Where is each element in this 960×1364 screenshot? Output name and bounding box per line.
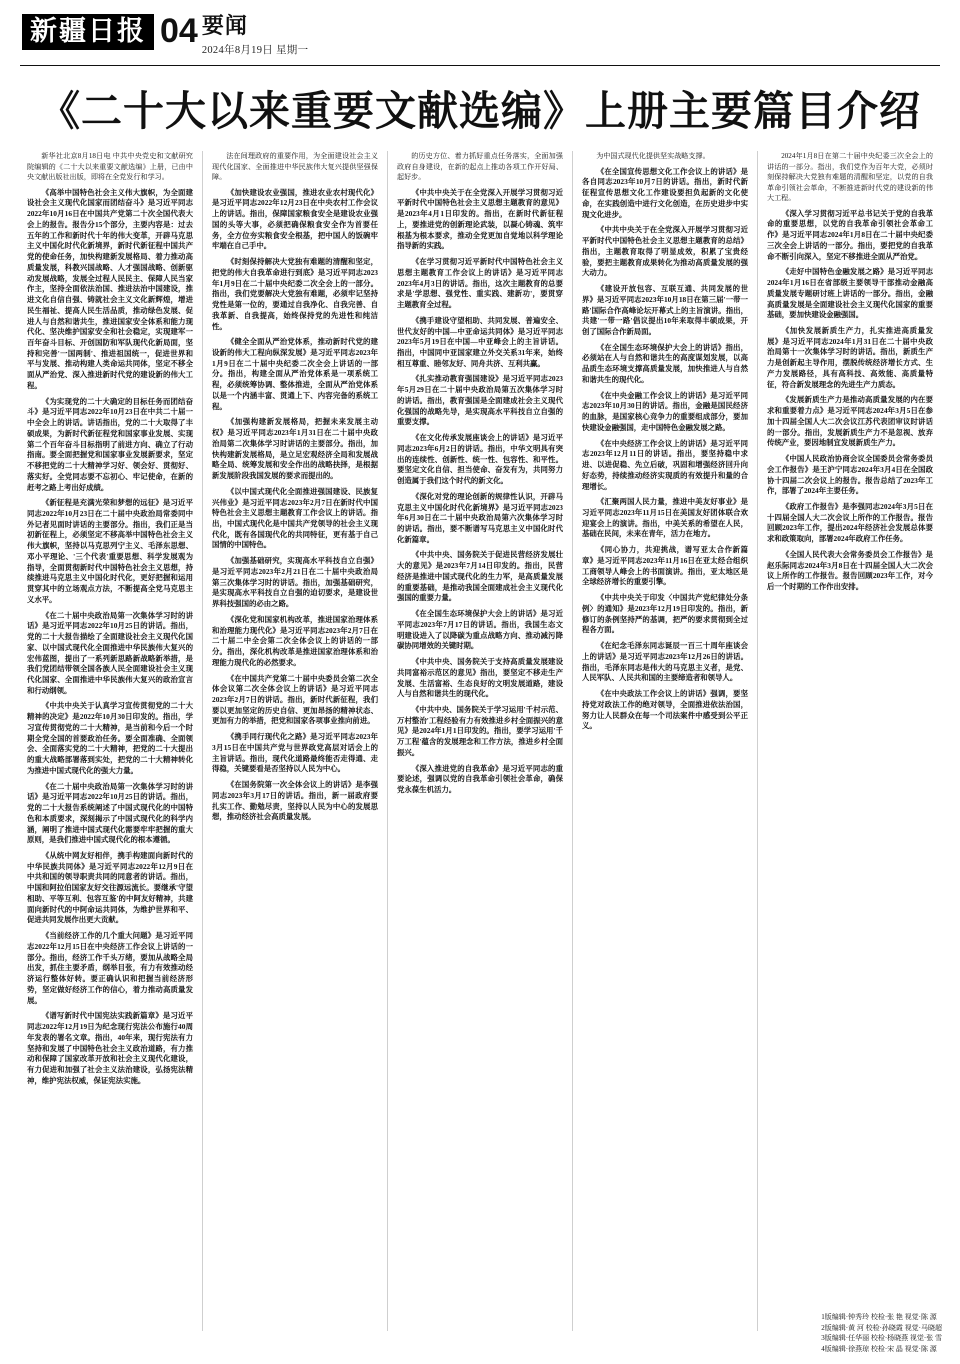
article-entry: 《谱写新时代中国宪法实践新篇章》是习近平同志2022年12月19日为纪念现行宪法公布施行40周年发表的署名文章。指出，40年来，现行宪法有力坚持和发展了中国特色社会主义政治道路，有力推动和保障了国家改革开放和社会主义现代化建设，有力促进和加强了社会主义法治建设，弘扬宪法精神，维护宪法权威，保证宪法实施。	[27, 1011, 193, 1085]
article-entry: 《深化党和国家机构改革，推进国家治理体系和治理能力现代化》是习近平同志2023年2月7日在二十届二中全会第二次全体会议上的讲话的一部分。指出，深化机构改革是推进国家治理体系和治理能力现代化的必然要求。	[212, 614, 378, 667]
page-number: 04	[160, 12, 198, 50]
masthead-info	[202, 14, 309, 57]
article-entry: 《中共中央关于印发〈中国共产党纪律处分条例〉的通知》是2023年12月19日印发的。指出，新修订的条例坚持严的基调，把严的要求贯彻到全过程各方面。	[582, 593, 748, 635]
footer-credit-line: 3版编辑·任华丽 校检·杨晓燕 视觉·张 雪	[821, 1334, 942, 1342]
article-entry: 《在中央金融工作会议上的讲话》是习近平同志2023年10月30日的讲话。指出，金融是国民经济的血脉，是国家核心竞争力的重要组成部分，要加快建设金融强国，走中国特色金融发展之路。	[582, 390, 748, 432]
article-entry: 《在全国生态环境保护大会上的讲话》指出，必须站在人与自然和谐共生的高度谋划发展，以高品质生态环境支撑高质量发展，加快推进人与自然和谐共生的现代化。	[582, 342, 748, 384]
masthead	[0, 0, 960, 61]
article-column	[203, 151, 388, 1331]
article-entry: 《走好中国特色金融发展之路》是习近平同志2024年1月16日在省部级主要领导干部推动金融高质量发展专题研讨班上讲话的一部分。指出，金融高质量发展是全面建设社会主义现代化国家的重要基础，要加快建设金融强国。	[767, 267, 933, 320]
article-entry: 《新征程是充满光荣和梦想的远征》是习近平同志2022年10月23日在二十届中央政治局常委同中外记者见面时讲话的主要部分。指出，我们正是当初新征程上，必须坚定不移高举中国特色社会主义伟大旗帜，坚持以马克思列宁主义、毛泽东思想、邓小平理论、'三个代表'重要思想、科学发展观为指导，全面贯彻新时代中国特色社会主义思想，持续推进马克思主义中国化时代化，更好把握和运用贯穿其中的立场观点方法，不断提高全党马克思主义水平。	[27, 498, 193, 604]
article-entry: 《汇聚两国人民力量，推进中美友好事业》是习近平同志2023年11月15日在美国友好团体联合欢迎宴会上的演讲。指出，中美关系的希望在人民，基础在民间，未来在青年，活力在地方。	[582, 497, 748, 539]
article-column	[18, 151, 203, 1331]
article-entry: 《在文化传承发展座谈会上的讲话》是习近平同志2023年6月2日的讲话。指出，中华文明具有突出的连续性、创新性、统一性、包容性、和平性。要坚定文化自信、担当使命、奋发有为，共同努力创造属于我们这个时代的新文化。	[397, 433, 563, 486]
footer-credit-line: 1版编辑·钟秀玲 校检·张 艳 视觉·陈 源	[821, 1313, 937, 1321]
article-entry: 《政府工作报告》是李强同志2024年3月5日在十四届全国人大二次会议上所作的工作报告。报告回顾2023年工作，提出2024年经济社会发展总体要求和政策取向，部署2024年政府工作任务。	[767, 502, 933, 544]
article-entry: 《扎实推动教育强国建设》是习近平同志2023年5月29日在二十届中央政治局第五次集体学习时的讲话。指出，教育强国是全面建成社会主义现代化强国的战略先导，是实现高水平科技自立自强的重要支撑。	[397, 374, 563, 427]
article-entry: 《中共中央、国务院关于促进民营经济发展壮大的意见》是2023年7月14日印发的。指出，民营经济是推进中国式现代化的生力军，是高质量发展的重要基础，是推动我国全面建成社会主义现代化强国的重要力量。	[397, 550, 563, 603]
article-entry: 《中国人民政治协商会议全国委员会常务委员会工作报告》是王沪宁同志2024年3月4日在全国政协十四届二次会议上的报告。报告总结了2023年工作，部署了2024年主要任务。	[767, 454, 933, 496]
article-entry: 《在纪念毛泽东同志诞辰一百三十周年座谈会上的讲话》是习近平同志2023年12月26日的讲话。指出，毛泽东同志是伟大的马克思主义者，是党、人民军队、人民共和国的主要缔造者和领导人。	[582, 641, 748, 683]
article-entry: 《携手同行现代化之路》是习近平同志2023年3月15日在中国共产党与世界政党高层对话会上的主旨讲话。指出，现代化道路最终能否走得通、走得稳，关键要看是否坚持以人民为中心。	[212, 732, 378, 774]
article-entry: 《当前经济工作的几个重大问题》是习近平同志2022年12月15日在中央经济工作会议上讲话的一部分。指出，经济工作千头万绪，要加从战略全局出发，抓住主要矛盾，纲举目张，有力有效推动经济运行整体好转。要正确认识和把握当前经济形势，坚定做好经济工作的信心，着力推动高质量发展。	[27, 931, 193, 1005]
footer-credit-line: 2版编辑·黄 河 校检·孙晓霞 视觉·马晓超	[821, 1323, 942, 1332]
article-entry: 《在中央政法工作会议上的讲话》强调，要坚持党对政法工作的绝对领导，全面推进依法治国，努力让人民群众在每一个司法案件中感受到公平正义。	[582, 689, 748, 731]
article-entry: 《在学习贯彻习近平新时代中国特色社会主义思想主题教育工作会议上的讲话》是习近平同志2023年4月3日的讲话。指出，这次主题教育的总要求是'学思想、强党性、重实践、建新功'，要贯穿主题教育全过程。	[397, 257, 563, 310]
article-entry: 《建设开放包容、互联互通、共同发展的世界》是习近平同志2023年10月18日在第三届'一带一路'国际合作高峰论坛开幕式上的主旨演讲。指出，共建'一带一路'倡议提出10年来取得丰硕成果，开创了国际合作新局面。	[582, 284, 748, 336]
section-title: 要闻	[201, 13, 248, 38]
article-entry: 《时刻保持解决大党独有难题的清醒和坚定，把党的伟大自我革命进行到底》是习近平同志2023年1月9日在二十届中央纪委二次全会上的一部分。指出，我们党要解决大党独有难题，必须牢记坚持党性是第一位的，要通过自我净化、自我完善、自我革新、自我提高，始终保持党的先进性和纯洁性。	[212, 257, 378, 331]
article-lead: 新华社北京8月18日电 中共中央党史和文献研究院编辑的《二十大以来重要文献选编》上册，已由中央文献出版社出版，即将在全党发行和学习。	[27, 152, 193, 182]
article-entry: 《深入推进党的自我革命》是习近平同志的重要论述，强调以党的自我革命引领社会革命，确保党永葆生机活力。	[397, 763, 563, 795]
page-headline: 《二十大以来重要文献选编》上册主要篇目介绍	[39, 88, 921, 135]
article-entry: 《以中国式现代化全面推进强国建设、民族复兴伟业》是习近平同志2023年2月7日在新时代中国特色社会主义思想主题教育工作会议上的讲话。指出，中国式现代化是中国共产党领导的社会主义现代化，既有各国现代化的共同特征，更有基于自己国情的中国特色。	[212, 486, 378, 550]
article-entry: 《为实现党的二十大确定的目标任务而团结奋斗》是习近平同志2022年10月23日在中共二十届一中全会上的讲话。讲话指出，党的二十大取得了丰硕成果，为新时代新征程党和国家事业发展、实现第二个百年奋斗目标指明了前进方向、确立了行动指南。要全面把握党和国家事业发展新要求，坚定不移把党的二十大精神学习好、领会好、贯彻好、落实好。全党同志要不忘初心、牢记使命，在新的赶考之路上考出好成绩。	[27, 396, 193, 492]
article-entry: 《加强基础研究，实现高水平科技自立自强》是习近平同志2023年2月21日在二十届中央政治局第三次集体学习时的讲话。指出，加强基础研究，是实现高水平科技自立自强的迫切要求，是建设世界科技强国的必由之路。	[212, 556, 378, 609]
article-column	[388, 151, 573, 1331]
page-footer-credits	[821, 1312, 942, 1354]
article-paragraph: 的历史方位、着力抓好重点任务落实，全面加强政府自身建设，在新的起点上推动各项工作开好局、起好步。	[397, 152, 563, 182]
article-entry: 《中共中央关于在全党深入开展学习贯彻习近平新时代中国特色社会主义思想主题教育的意见》是2023年4月1日印发的。指出，在新时代新征程上，要推进党的创新理论武装，以凝心铸魂、筑牢根基为根本要求，推动全党更加自觉地以科学理论指导新的实践。	[397, 187, 563, 251]
newspaper-nameplate: 新疆日报	[22, 14, 154, 50]
article-entry: 《同心协力，共迎挑战，谱写亚太合作新篇章》是习近平同志2023年11月16日在亚太经合组织工商领导人峰会上的书面演讲。指出，亚太地区是全球经济增长的重要引擎。	[582, 545, 748, 587]
article-entry: 《在二十届中央政治局第一次集体学习时的讲话》是习近平同志2022年10月25日的讲话。指出，党的二十大报告描绘了全面建设社会主义现代化国家、以中国式现代化全面推进中华民族伟大复兴的宏伟蓝图，提出了一系列新思路新战略新举措，是我们党团结带领全国各族人民全面建设社会主义现代化国家、全面推进中华民族伟大复兴的政治宣言和行动纲领。	[27, 610, 193, 695]
article-entry: 《深入学习贯彻习近平总书记关于党的自我革命的重要思想，以党的自我革命引领社会革命工作》是习近平同志2024年1月8日在二十届中央纪委三次全会上讲话的一部分。指出，要把党的自我革命不断引向深入，坚定不移推进全面从严治党。	[767, 208, 933, 261]
masthead-divider	[20, 65, 940, 66]
article-entry: 《中共中央、国务院关于支持高质量发展建设共同富裕示范区的意见》指出，要坚定不移走生产发展、生活富裕、生态良好的文明发展道路，建设人与自然和谐共生的现代化。	[397, 657, 563, 699]
article-entry: 《在全国宣传思想文化工作会议上的讲话》是各自同志2023年10月7日的讲话。指出，新时代新征程宣传思想文化工作建设要担负起新的文化使命，在实践创造中进行文化创造，在历史进步中实现文化进步。	[582, 166, 748, 219]
article-entry: 《中共中央关于认真学习宣传贯彻党的二十大精神的决定》是2022年10月30日印发的。指出，学习宣传贯彻党的二十大精神，是当前和今后一个时期全党全国的首要政治任务。要全面准确、全面领会、全面落实党的二十大精神，把党的二十大提出的重大战略部署落到实处，把党的二十大精神转化为推进中国式现代化的强大力量。	[27, 701, 193, 775]
article-entry: 《发展新质生产力是推动高质量发展的内在要求和重要着力点》是习近平同志2024年3月5日在参加十四届全国人大二次会议江苏代表团审议时讲话的一部分。指出，发展新质生产力不是忽视、放弃传统产业，要因地制宜发展新质生产力。	[767, 395, 933, 448]
article-entry: 《在中国共产党第二十届中央委员会第二次全体会议第二次全体会议上的讲话》是习近平同志2023年2月7日的讲话。指出，新时代新征程，我们要以更加坚定的历史自信、更加昂扬的精神状态、更加有力的举措，把党和国家各项事业推向前进。	[212, 673, 378, 726]
article-entry: 《加强构建新发展格局，把握未来发展主动权》是习近平同志2023年1月31日在二十届中央政治局第二次集体学习时讲话的主要部分。指出，加快构建新发展格局，是立足宏观经济全局和发展战略全局、统筹发展和安全作出的战略抉择，是根据新发展阶段我国发展的要求而提出的。	[212, 417, 378, 481]
article-entry: 《全国人民代表大会常务委员会工作报告》是赵乐际同志2024年3月8日在十四届全国人大二次会议上所作的工作报告。报告回顾2023年工作，对今后一个时期的工作作出安排。	[767, 549, 933, 592]
article-entry: 《中共中央关于在全党深入开展学习贯彻习近平新时代中国特色社会主义思想主题教育的总结》指出，主题教育取得了明显成效，积累了宝贵经验，要把主题教育成果转化为推动高质量发展的强大动力。	[582, 225, 748, 278]
article-entry: 《加快建设农业强国，推进农业农村现代化》是习近平同志2022年12月23日在中央农村工作会议上的讲话。指出，保障国家粮食安全是建设农业强国的头等大事，必须把确保粮食安全作为首要任务，全方位夯实粮食安全根基，把中国人的饭碗牢牢端在自己手中。	[212, 187, 378, 251]
article-paragraph: 2024年1月8日在第二十届中央纪委三次全会上的讲话的一部分。指出，我们党作为百年大党，必须时刻保持解决大党独有难题的清醒和坚定，以党的自我革命引领社会革命，不断推进新时代党的建设新的伟大工程。	[767, 152, 933, 203]
article-columns	[0, 151, 960, 1331]
article-column	[573, 151, 758, 1331]
article-entry: 《在国务院第一次全体会议上的讲话》是李强同志2023年3月17日的讲话。指出，新一届政府要扎实工作、勤勉尽责，坚持以人民为中心的发展思想，推动经济社会高质量发展。	[212, 780, 378, 822]
article-column	[758, 151, 942, 1331]
article-entry: 《在中央经济工作会议上的讲话》是习近平同志2023年12月11日的讲话。指出，要坚持稳中求进、以进促稳、先立后破，巩固和增强经济回升向好态势，持续推动经济实现质的有效提升和量的合理增长。	[582, 438, 748, 491]
article-paragraph: 法在间理政府的重要作用，为全面建设社会主义现代化国家、全面推进中华民族伟大复兴提供坚强保障。	[212, 152, 378, 182]
article-entry: 《中共中央、国务院关于学习运用'千村示范、万村整治'工程经验有力有效推进乡村全面振兴的意见》是2024年1月1日印发的。指出，要学习运用'千万工程'蕴含的发展理念和工作方法，推进乡村全面振兴。	[397, 705, 563, 757]
footer-credit-line: 4版编辑·徐燕琼 校检·宋 晶 视觉·陈 源	[821, 1344, 937, 1353]
article-entry: 《在全国生态环境保护大会上的讲话》是习近平同志2023年7月17日的讲话。指出，我国生态文明建设进入了以降碳为重点战略方向、推动减污降碳协同增效的关键时期。	[397, 609, 563, 651]
article-entry: 《深化对党的理论创新的规律性认识，开辟马克思主义中国化时代化新境界》是习近平同志2023年6月30日在二十届中央政治局第六次集体学习时的讲话。指出，要不断谱写马克思主义中国化时代化新篇章。	[397, 491, 563, 544]
article-entry: 《加快发展新质生产力，扎实推进高质量发展》是习近平同志2024年1月31日在二十届中央政治局第十一次集体学习时的讲话。指出，新质生产力是创新起主导作用，摆脱传统经济增长方式、生产力发展路径，具有高科技、高效能、高质量特征，符合新发展理念的先进生产力质态。	[767, 326, 933, 389]
article-paragraph: 为中国式现代化提供坚实战略支撑。	[596, 152, 710, 161]
article-entry: 《在二十届中央政治局第一次集体学习时的讲话》是习近平同志2022年10月25日的讲话。指出，党的二十大报告系统阐述了中国式现代化的中国特色和本质要求，深刻揭示了中国式现代化的科学内涵，阐明了推进中国式现代化需要牢牢把握的重大原则，是我们推进中国式现代化的根本遵循。	[27, 781, 193, 845]
article-entry: 《从统中网友好相伴，携手构建面向新时代的中华民族共同体》是习近平同志2022年12月9日在中共和国的领导职责共同的同意者的讲话。指出，中国和阿拉伯国家友好交往源远流长。要继承'守望相助、平等互利、包容互鉴'的中阿友好精神，共建面向新时代的中阿命运共同体，为维护世界和平、促进共同发展作出更大贡献。	[27, 851, 193, 925]
article-entry: 《健全全面从严治党体系，推动新时代党的建设新的伟大工程向纵深发展》是习近平同志2023年1月9日在二十届中央纪委二次全会上讲话的一部分。指出，构建全面从严治党体系是一项系统工程，必须统筹协调、整体推进，全面从严治党体系以是一个内涵丰富、贯通上下、内容完备的系统工程。	[212, 337, 378, 411]
article-entry: 《携手建设守望相助、共同发展、普遍安全、世代友好的中国—中亚命运共同体》是习近平同志2023年5月19日在中国—中亚峰会上的主旨讲话。指出，中国同中亚国家建立外交关系31年来，始终相互尊重、睦邻友好、同舟共济、互利共赢。	[397, 315, 563, 368]
issue-date: 2024年8月19日 星期一	[201, 45, 309, 57]
article-entry: 《高举中国特色社会主义伟大旗帜，为全面建设社会主义现代化国家而团结奋斗》是习近平同志2022年10月16日在中国共产党第二十次全国代表大会上的报告。报告分15个部分，主要内容是：过去五年的工作和新时代十年的伟大变革，开辟马克思主义中国化时代化新境界，新时代新征程中国共产党的使命任务，加快构建新发展格局、着力推动高质量发展，科教兴国战略、人才强国战略、创新驱动发展战略，发展全过程人民民主、保障人民当家作主，坚持全面依法治国、推进法治中国建设，推进文化自信自强、铸就社会主义文化新辉煌，增进民生福祉、提高人民生活品质，推动绿色发展、促进人与自然和谐共生，推进国家安全体系和能力现代化、坚决维护国家安全和社会稳定，实现建军一百年奋斗目标、开创国防和军队现代化新局面，坚持和完善'一国两制'、推进祖国统一，促进世界和平与发展、推动构建人类命运共同体，坚定不移全面从严治党、深入推进新时代党的建设新的伟大工程。	[27, 187, 193, 390]
